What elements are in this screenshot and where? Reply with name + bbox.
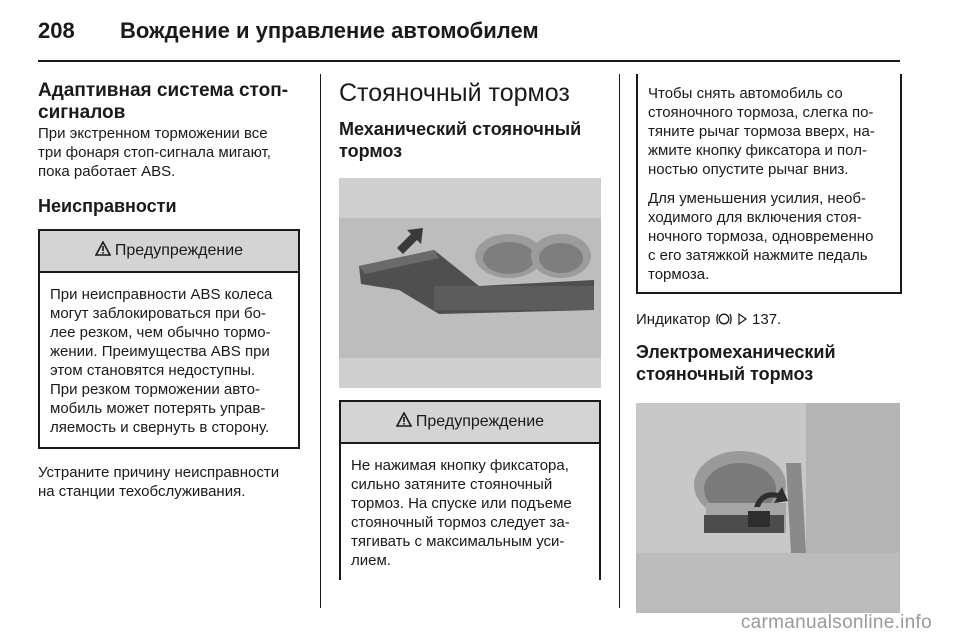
mechanical-parking-brake-photo bbox=[339, 178, 601, 388]
section-heading-parking-brake: Стояночный тормоз bbox=[339, 79, 570, 107]
header-rule bbox=[38, 60, 900, 62]
page-reference-icon bbox=[737, 311, 752, 328]
epb-switch-illustration bbox=[636, 403, 900, 613]
warning-text: При неисправности ABS колеса могут заблокироваться при бо- лее резком, чем обычно тормо- жении. Преимущества ABS при этом становятся недоступны. При резком торможении авто- мобиль может потерять управ- ляемость и свернуть в сторону. bbox=[50, 286, 273, 436]
warning-box bbox=[339, 400, 601, 580]
column-1 bbox=[38, 74, 300, 501]
column-3 bbox=[636, 74, 902, 613]
warning-header bbox=[341, 402, 599, 444]
section-heading-adaptive-brake-lights: Адаптивная система стоп- сигналов bbox=[38, 80, 289, 123]
watermark: carmanualsonline.info bbox=[740, 612, 932, 633]
subheading-mechanical-parking-brake: Механический стояночный тормоз bbox=[339, 119, 582, 161]
column-divider bbox=[320, 74, 321, 608]
release-instructions: Чтобы снять автомобиль со стояночного тормоза, слегка по- тяните рычаг тормоза вверх, на- жмите кнопку фиксатора и пол- ностью опустите рычаг вниз. bbox=[648, 85, 875, 178]
paragraph-intro: При экстренном торможении все три фонаря стоп-сигнала мигают, пока работает ABS. bbox=[38, 125, 271, 180]
warning-text: Не нажимая кнопку фиксатора, сильно затяните стояночный тормоз. На спуске или подъеме стояночный тормоз следует за- тягивать с максимальным уси- лием. bbox=[351, 457, 572, 569]
page-title: Вождение и управление автомобилем bbox=[120, 18, 539, 43]
warning-box bbox=[38, 229, 300, 449]
column-divider bbox=[619, 74, 620, 608]
subheading-electromechanical-parking-brake: Электромеханический стояночный тормоз bbox=[636, 342, 836, 384]
indicator-page-ref: 137. bbox=[752, 311, 782, 328]
handbrake-lever-illustration bbox=[339, 178, 601, 388]
electromechanical-parking-brake-photo bbox=[636, 403, 900, 613]
indicator-reference bbox=[636, 310, 902, 329]
parking-brake-indicator-icon bbox=[715, 311, 737, 328]
warning-title: Предупреждение bbox=[114, 242, 244, 259]
warning-title: Предупреждение bbox=[415, 413, 545, 430]
warning-triangle-icon bbox=[95, 241, 111, 261]
column-2 bbox=[339, 74, 601, 580]
warning-triangle-icon bbox=[396, 412, 412, 432]
page-number: 208 bbox=[38, 18, 75, 43]
indicator-label: Индикатор bbox=[636, 311, 711, 328]
subheading-malfunctions: Неисправности bbox=[38, 196, 177, 216]
paragraph-outro: Устраните причину неисправности на станции техобслуживания. bbox=[38, 464, 280, 500]
page-header bbox=[38, 8, 900, 56]
warning-header bbox=[40, 231, 298, 273]
warning-box-continuation bbox=[636, 74, 902, 294]
effort-tip: Для уменьшения усилия, необ- ходимого для включения стоя- ночного тормоза, одновременно с его затяжкой нажмите педаль тормоза. bbox=[648, 190, 874, 283]
